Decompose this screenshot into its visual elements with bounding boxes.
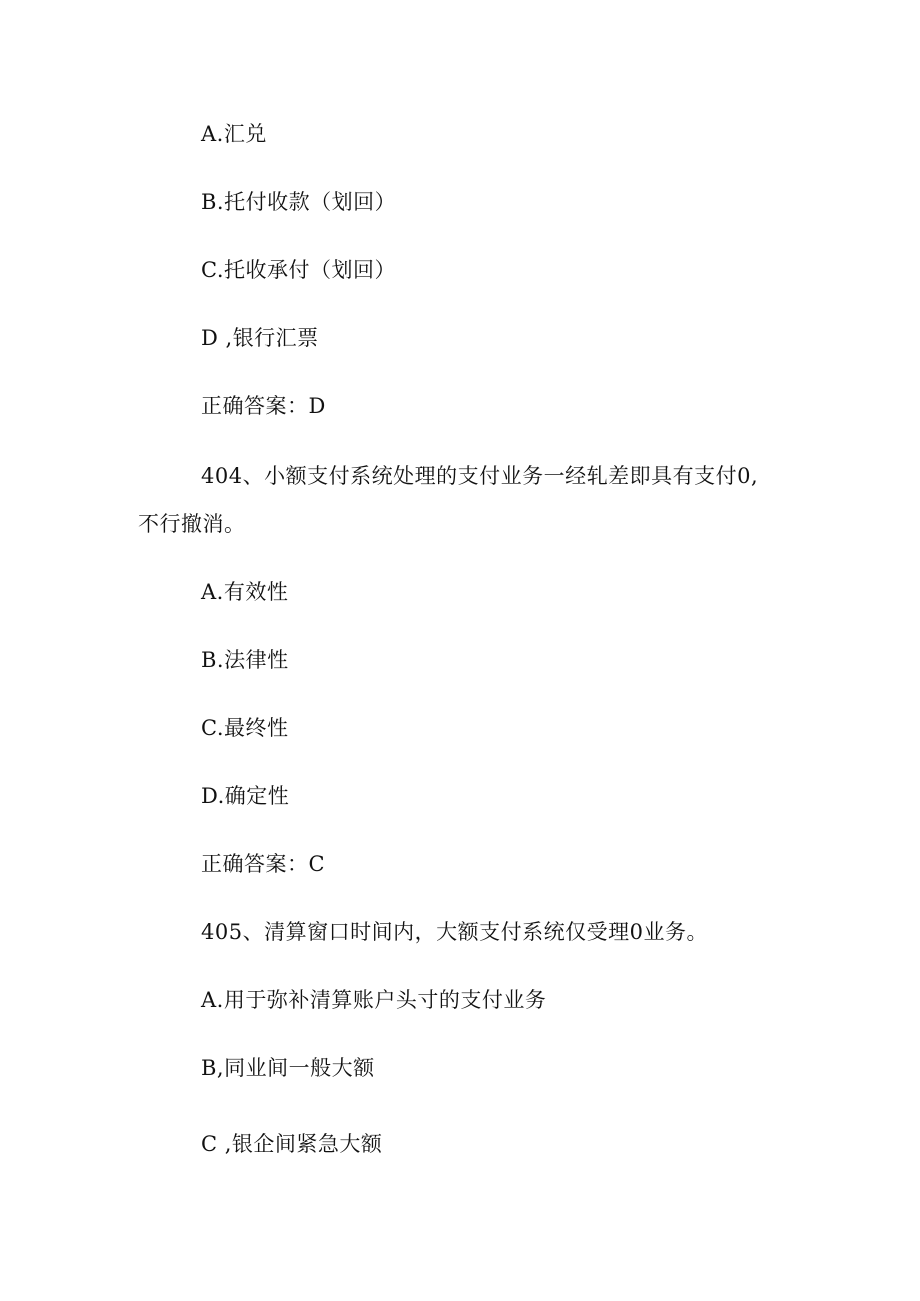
option-c: C ,银企间紧急大额	[201, 1132, 383, 1156]
question-stem: 405、清算窗口时间内，大额支付系统仅受理0业务。	[201, 920, 708, 944]
option-a: A.有效性	[201, 580, 289, 604]
option-b: B.托付收款（划回）	[201, 190, 397, 214]
option-c: C.托收承付（划回）	[201, 258, 396, 282]
option-a: A.汇兑	[201, 122, 267, 146]
option-b: B,同业间一般大额	[201, 1056, 375, 1080]
option-a: A.用于弥补清算账户头寸的支付业务	[201, 988, 547, 1012]
option-d: D.确定性	[201, 784, 290, 808]
option-c: C.最终性	[201, 716, 289, 740]
option-d: D ,银行汇票	[201, 326, 319, 350]
correct-answer: 正确答案：C	[201, 852, 326, 876]
question-stem-continuation: 不行撤消。	[138, 512, 246, 536]
option-b: B.法律性	[201, 648, 289, 672]
question-stem: 404、小额支付系统处理的支付业务一经轧差即具有支付0,	[201, 464, 759, 488]
correct-answer: 正确答案：D	[201, 394, 326, 418]
